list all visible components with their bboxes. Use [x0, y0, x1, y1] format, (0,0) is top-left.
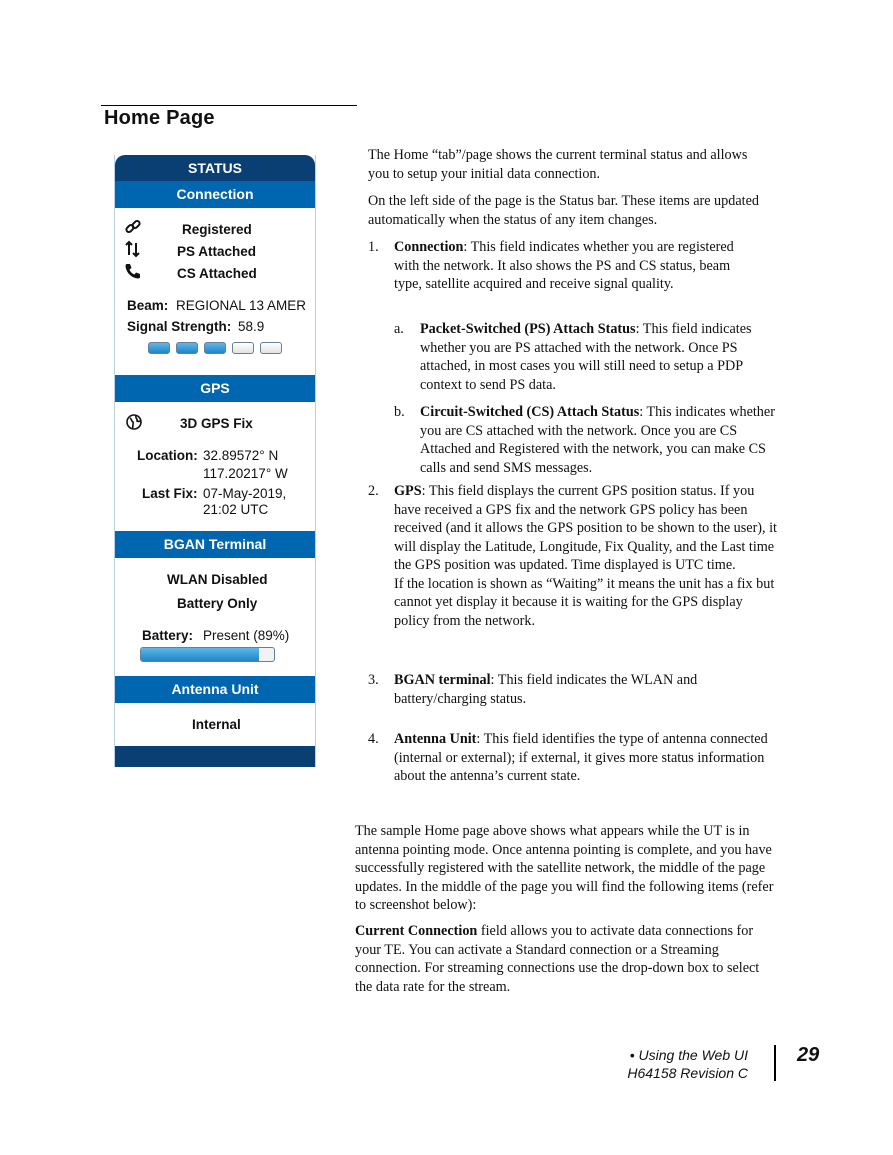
list-item-connection: Connection: This field indicates whether you are registered with the network. It also shows the PS and CS status, beam type, satellite acquired and receive signal quality.: [394, 239, 734, 292]
signal-strength-label: Signal Strength:: [127, 319, 232, 334]
ps-attached-text: PS Attached: [177, 244, 257, 259]
title-rule: [101, 105, 357, 106]
gps-fix-text: 3D GPS Fix: [180, 416, 253, 431]
list-item-antenna: Antenna Unit: This field identifies the type of antenna connected (internal or external); if external, it gives more status information about the antenna’s current state.: [394, 731, 768, 784]
bgan-terminal-header: BGAN Terminal: [115, 531, 315, 558]
page-title: Home Page: [104, 107, 215, 129]
signal-strength-value: 58.9: [238, 319, 265, 334]
intro-paragraph-1: The Home “tab”/page shows the current terminal status and allows you to setup your initial data connection.: [368, 147, 748, 182]
up-down-arrows-icon: [124, 240, 142, 258]
term-current-connection: Current Connection: [355, 923, 478, 939]
term-connection: Connection: [394, 239, 464, 255]
page-number: 29: [797, 1044, 820, 1066]
last-fix-time: 21:02 UTC: [203, 502, 269, 517]
last-fix-date: 07-May-2019,: [203, 486, 287, 501]
battery-gauge-fill: [141, 648, 259, 661]
footer-section: [627, 1046, 748, 1082]
list-item-cs-attach: Circuit-Switched (CS) Attach Status: This indicates whether you are CS attached with the network. Once you are CS Attached and Registered with the network, you can make CS calls and send SMS messages.: [420, 404, 775, 476]
wlan-status: WLAN Disabled: [167, 572, 268, 587]
location-longitude: 117.20217° W: [203, 466, 288, 481]
list-letter: a.: [394, 321, 404, 337]
status-panel-footer: [115, 746, 315, 767]
phone-icon: [124, 262, 142, 280]
intro-paragraph-2: On the left side of the page is the Status bar. These items are updated automatically when the status of any item changes.: [368, 193, 759, 228]
sample-paragraph: The sample Home page above shows what appears while the UT is in antenna pointing mode. Once antenna pointing is complete, and you have successfully registered with the satellite network, the middle of the page updates. In the middle of the page you will find the following items (refer to screenshot below):: [355, 823, 774, 913]
term-bgan: BGAN terminal: [394, 672, 491, 688]
cs-attached-text: CS Attached: [177, 266, 257, 281]
location-label: Location:: [137, 448, 198, 463]
signal-bar: [204, 342, 226, 354]
signal-bar: [232, 342, 254, 354]
list-number: 2.: [368, 483, 379, 499]
list-item-gps: GPS: This field displays the current GPS position status. If you have received a GPS fix and the network GPS policy has been received (and it allows the GPS position to be shown to the user), it will display the Latitude, Longitude, Fix Quality, and the Last time the GPS position was updated. Time displayed is UTC time. If the location is shown as “Waiting” it means the unit has a fix but cannot yet display it because it is waiting for the GPS display policy from the network.: [394, 483, 778, 629]
footer-chapter: • Using the Web UI: [629, 1047, 748, 1063]
last-fix-label: Last Fix:: [142, 486, 198, 501]
term-ps-attach: Packet-Switched (PS) Attach Status: [420, 321, 636, 337]
list-item-bgan: BGAN terminal: This field indicates the WLAN and battery/charging status.: [394, 672, 698, 707]
list-number: 4.: [368, 731, 379, 747]
registered-text: Registered: [182, 222, 252, 237]
location-latitude: 32.89572° N: [203, 448, 279, 463]
antenna-value: Internal: [192, 717, 241, 732]
list-letter: b.: [394, 404, 405, 420]
term-antenna: Antenna Unit: [394, 731, 477, 747]
signal-bar: [148, 342, 170, 354]
status-panel: [114, 155, 316, 767]
signal-bar: [176, 342, 198, 354]
beam-value: REGIONAL 13 AMER: [176, 298, 307, 313]
signal-bar: [260, 342, 282, 354]
connection-header: Connection: [115, 181, 315, 208]
battery-only-status: Battery Only: [177, 596, 258, 611]
battery-value: Present (89%): [203, 628, 290, 643]
link-icon: [124, 218, 142, 236]
list-number: 3.: [368, 672, 379, 688]
battery-label: Battery:: [142, 628, 194, 643]
term-cs-attach: Circuit-Switched (CS) Attach Status: [420, 404, 640, 420]
antenna-unit-header: Antenna Unit: [115, 676, 315, 703]
list-item-ps-attach: Packet-Switched (PS) Attach Status: This field indicates whether you are PS attached with the network. Once PS attached, in most cases you will still need to setup a PDP context to send PS data.: [420, 321, 752, 393]
footer-rule: [774, 1045, 776, 1081]
list-number: 1.: [368, 239, 379, 255]
gps-header: GPS: [115, 375, 315, 402]
footer-document-id: H64158 Revision C: [627, 1065, 748, 1081]
current-connection-paragraph: Current Connection field allows you to activate data connections for your TE. You can activate a Standard connection or a Streaming connection. For streaming connections use the drop-down box to select the data rate for the stream.: [355, 923, 760, 995]
beam-label: Beam:: [127, 298, 169, 313]
globe-icon: [125, 413, 143, 431]
term-gps: GPS: [394, 483, 422, 499]
status-header: STATUS: [115, 155, 315, 182]
battery-gauge: [140, 647, 275, 662]
